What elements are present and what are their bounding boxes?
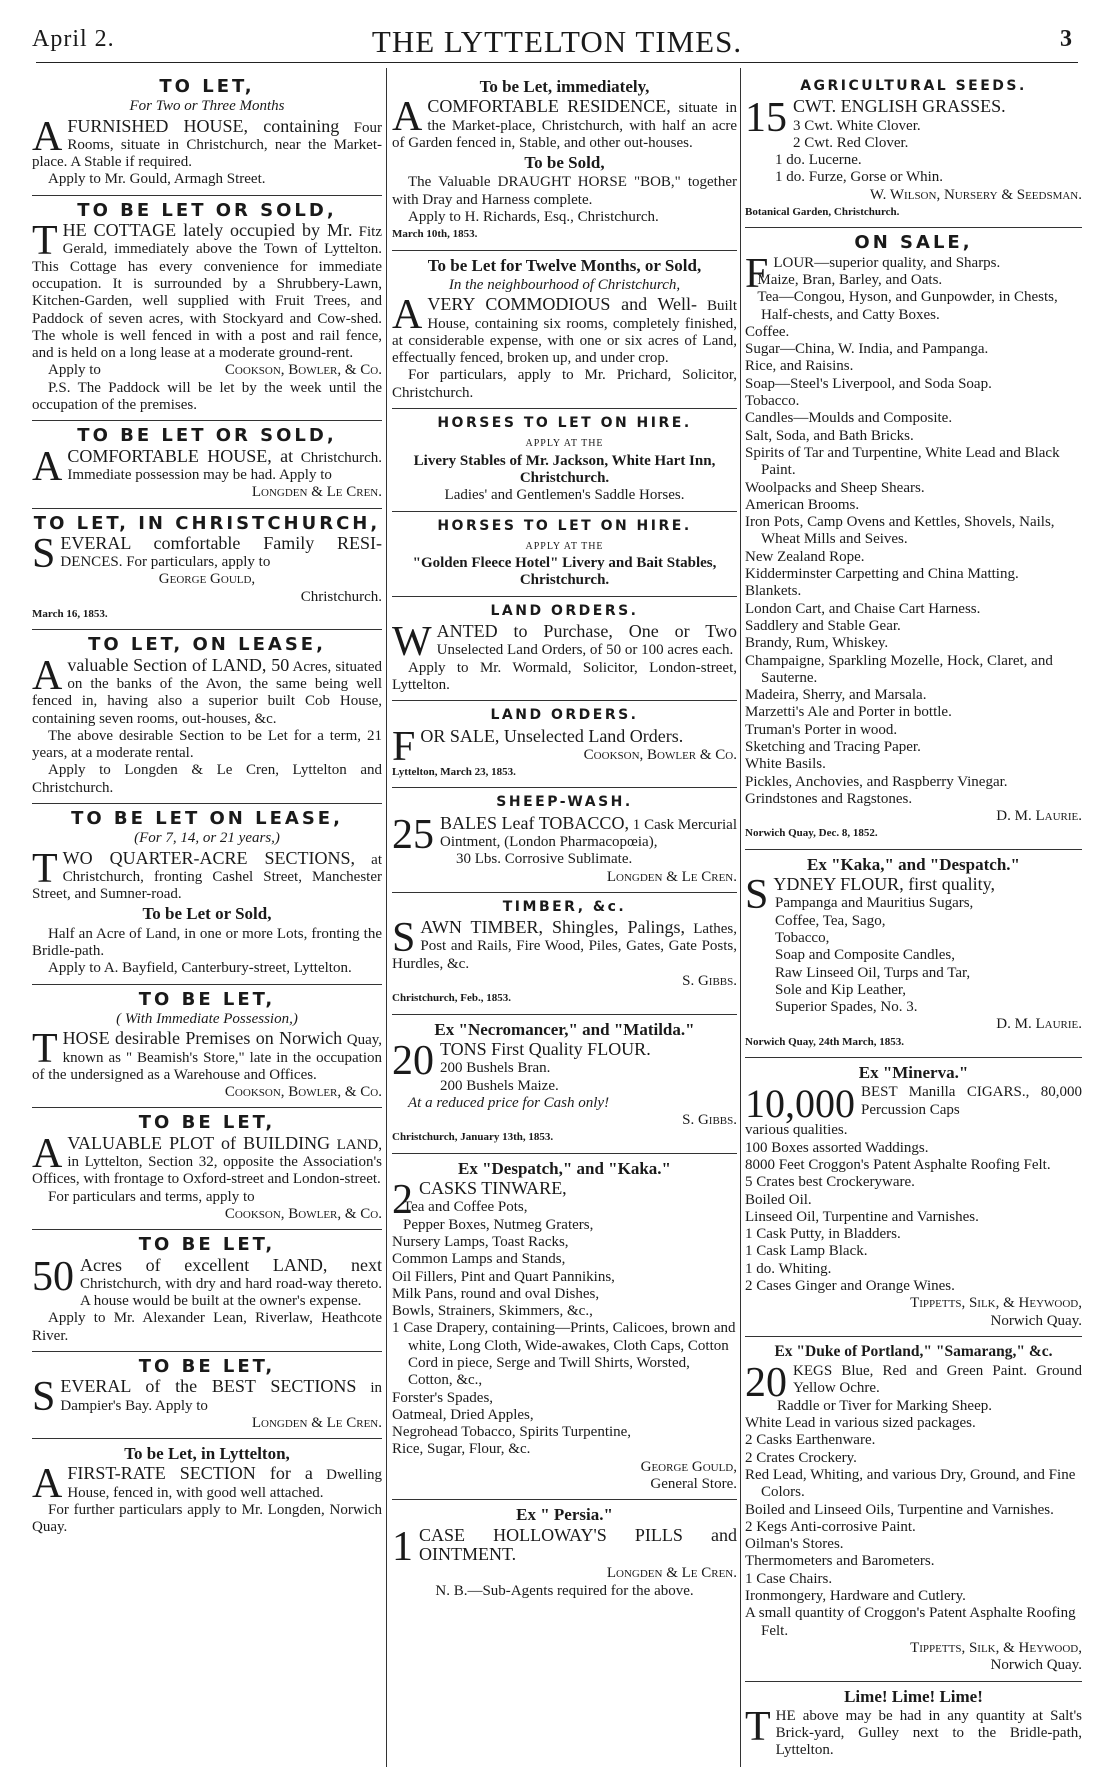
advert-line: Negrohead Tobacco, Spirits Turpentine,: [392, 1424, 632, 1441]
advert-lead: COMFORTABLE RESIDENCE,: [427, 96, 671, 117]
advert-date: March 10th, 1853.: [392, 228, 478, 241]
advert-heading: Ex "Necromancer," and "Matilda.": [434, 1019, 695, 1039]
advert-line: 200 Bushels Bran.: [440, 1060, 551, 1077]
masthead: [0, 0, 1114, 64]
advert: [392, 701, 737, 788]
advert-subheading: APPLY AT THE: [525, 438, 604, 450]
advert-lead: COMFORTABLE HOUSE, at: [67, 445, 294, 466]
advert-body: Half an Acre of Land, in one or more Lots, fronting the Bridle-path.: [32, 925, 382, 960]
advert-body: at Christchurch, fronting Cashel Street, Manchester Street, and Sumner-road.: [32, 851, 382, 903]
advert-line: White Lead in various sized packages.: [745, 1415, 976, 1432]
drop-numeral: 20: [745, 1360, 787, 1407]
advert: [392, 597, 737, 701]
advert-lead: CASE HOLLOWAY'S PILLS and OINTMENT.: [419, 1524, 737, 1564]
drop-cap: T: [32, 218, 58, 265]
advert-heading: TO BE LET OR SOLD,: [77, 199, 337, 221]
advert-body: in Dampier's Bay. Apply to: [60, 1380, 383, 1414]
advert-body: Unselected Land Orders, of 50 or 100 acres each.: [436, 642, 734, 659]
advert-agent: W. Wilson, Nursery & Seedsman.: [869, 186, 1082, 203]
advert-line: 2 Cwt. Red Clover.: [793, 134, 909, 151]
advert-heading: To be Let, immediately,: [479, 77, 650, 96]
advert-heading: TO BE LET ON LEASE,: [71, 807, 343, 829]
advert: [745, 228, 1082, 849]
advert-lead: CASKS TINWARE,: [419, 1178, 567, 1199]
drop-cap: T: [32, 845, 58, 892]
drop-cap: A: [32, 443, 63, 490]
advert-apply: For particulars and terms, apply to: [48, 1188, 255, 1205]
advert-body: The Valuable DRAUGHT HORSE "BOB," together with Dray and Harness complete.: [392, 174, 737, 208]
drop-cap: S: [392, 915, 416, 962]
advert-lead: ANTED to Purchase, One or Two: [436, 621, 737, 642]
advert-line: 1 do. Furze, Gorse or Whin.: [775, 169, 944, 186]
advert-heading: Ex "Duke of Portland," "Samarang," &c.: [774, 1342, 1053, 1360]
advert-line: Saddlery and Stable Gear.: [745, 617, 901, 634]
drop-numeral: 50: [32, 1253, 74, 1300]
advert-line: 100 Boxes assorted Waddings.: [745, 1139, 929, 1156]
advert-lead: AWN TIMBER, Shingles, Palings,: [420, 917, 686, 938]
advert-subheading: In the neighbourhood of Christchurch,: [448, 276, 681, 293]
advert-heading: TO BE LET,: [138, 1356, 276, 1377]
advert-date: Christchurch, January 13th, 1853.: [392, 1131, 554, 1144]
advert-line: Grindstones and Ragstones.: [745, 790, 913, 807]
advert-line: 2 Cases Ginger and Orange Wines.: [745, 1278, 955, 1294]
advert-body: DENCES. For particulars, apply to: [60, 554, 271, 571]
drop-numeral: 25: [392, 811, 434, 858]
masthead-rule: [36, 62, 1078, 63]
advert-agent: Longden & Le Cren.: [251, 484, 382, 501]
advert-body: Livery Stables of Mr. Jackson, White Hart Inn, Christchurch.: [413, 452, 716, 486]
advert-line: Raddle or Tiver for Marking Sheep.: [777, 1397, 992, 1414]
advert-lead: WO QUARTER-ACRE SECTIONS,: [62, 847, 355, 868]
advert-lead: BEST Manilla CIGARS.,: [861, 1084, 1030, 1101]
advert-line: Tobacco,: [775, 929, 830, 946]
advert-line: Common Lamps and Stands,: [392, 1251, 566, 1268]
advert-line: Champaigne, Sparkling Mozelle, Hock, Claret, and Sauterne.: [745, 652, 1053, 686]
advert-apply: Apply to A. Bayfield, Canterbury-street, Lyttelton.: [48, 960, 352, 977]
advert: [745, 72, 1082, 228]
advert-subheading: ( With Immediate Possession,): [116, 1010, 298, 1027]
advert-line: Bowls, Strainers, Skimmers, &c.,: [392, 1303, 593, 1320]
advert-line: Thermometers and Barometers.: [745, 1553, 935, 1570]
advert-line: American Brooms.: [745, 496, 860, 513]
drop-cap: F: [745, 250, 769, 297]
advert: [32, 1439, 382, 1542]
advert-lead: YDNEY FLOUR, first quality,: [773, 874, 996, 895]
advert-line: Sole and Kip Leather,: [775, 981, 907, 998]
drop-numeral: 10,000: [745, 1081, 855, 1127]
advert-apply: Apply to Mr. Wormald, Solicitor, London-street, Lyttelton.: [392, 659, 737, 693]
drop-cap: S: [745, 872, 769, 919]
advert-body: 80,000 Percussion Caps: [861, 1084, 1082, 1118]
advert: [392, 72, 737, 251]
drop-cap: S: [32, 530, 56, 577]
advert-body: at Salt's Brick-yard, Gulley next to the Bridle-path, Lyttelton.: [775, 1707, 1082, 1759]
advert-heading: To be Sold,: [524, 153, 605, 173]
advert-heading: TO BE LET OR SOLD,: [77, 425, 337, 447]
advert-agent: D. M. Laurie.: [996, 1016, 1082, 1033]
advert-note: N. B.—Sub-Agents required for the above.: [435, 1582, 694, 1599]
advert-line: Ironmongery, Hardware and Cutlery.: [745, 1588, 966, 1605]
advert-line: A small quantity of Croggon's Patent Asphalte Roofing Felt.: [745, 1605, 1076, 1639]
advert-lead: FURNISHED HOUSE, containing: [67, 115, 340, 136]
advert-heading: Ex "Kaka," and "Despatch.": [807, 854, 1020, 874]
advert-note: At a reduced price for Cash only!: [408, 1094, 610, 1111]
advert: [32, 1230, 382, 1352]
advert-line: Marzetti's Ale and Porter in bottle.: [745, 704, 952, 721]
advert-heading: Ex "Minerva.": [858, 1063, 969, 1083]
advert-line: 1 Cask Putty, in Bladders.: [745, 1226, 901, 1243]
advert-postscript: P.S. The Paddock will be let by the week until the occupation of the premises.: [32, 379, 382, 414]
advert-body: 1 Cask Mercurial Ointment, (London Pharmacopœia),: [440, 816, 738, 850]
advert-line: Linseed Oil, Turpentine and Varnishes.: [745, 1208, 979, 1225]
column-divider: [386, 68, 387, 1767]
advert-heading: Ex " Persia.": [516, 1505, 613, 1525]
advert-line: 2 Casks Earthenware.: [745, 1432, 876, 1449]
column-1: [32, 72, 382, 1543]
drop-cap: T: [32, 1026, 58, 1073]
advert-line: London Cart, and Chaise Cart Harness.: [745, 600, 981, 617]
drop-cap: A: [32, 652, 63, 699]
advert-line: Salt, Soda, and Bath Bricks.: [745, 427, 914, 444]
advert-heading: ON SALE,: [854, 232, 973, 254]
advert-lead: LOUR—superior quality, and Sharps.: [773, 254, 1001, 271]
advert-line: Coffee.: [745, 323, 790, 340]
column-2: [392, 72, 737, 1606]
advert-subheading: APPLY AT THE: [525, 540, 604, 552]
advert-agent: D. M. Laurie.: [996, 808, 1082, 825]
drop-numeral: 1: [392, 1523, 413, 1570]
advert-body: Christchurch, with dry and hard road-way thereto. A house would be built at the owner's expense.: [80, 1275, 382, 1310]
advert-date: March 16, 1853.: [32, 608, 108, 621]
advert-lead: OR SALE, Unselected Land Orders.: [420, 725, 684, 746]
advert-line: New Zealand Rope.: [745, 548, 865, 565]
advert-line: Milk Pans, round and oval Dishes,: [392, 1285, 600, 1302]
advert-date: Norwich Quay, 24th March, 1853.: [745, 1035, 904, 1048]
advert-lead: EVERAL of the BEST SECTIONS: [60, 1376, 357, 1397]
advert: [32, 196, 382, 422]
advert-line: Coffee, Tea, Sago,: [775, 912, 886, 929]
advert-body: Built House, containing six rooms, completely finished, at considerable expense, with one or six acres of Land, effectually fenced, broken up, and under crop.: [392, 298, 737, 367]
advert-heading: LAND ORDERS.: [490, 707, 639, 724]
advert-body: Lathes, Post and Rails, Fire Wood, Piles, Gates, Gate Posts, Hurdles, &c.: [392, 921, 737, 972]
advert-line: Oilman's Stores.: [745, 1536, 844, 1553]
advert-lead: TONS First Quality FLOUR.: [440, 1038, 651, 1059]
advert-lead: HOSE desirable Premises on Norwich: [62, 1028, 343, 1049]
advert-agent: Cookson, Bowler, & Co.: [224, 1084, 382, 1101]
advert-apply: For particulars, apply to Mr. Prichard, Solicitor, Christchurch.: [392, 367, 737, 401]
advert: [392, 1154, 737, 1501]
advert-date: Christchurch, Feb., 1853.: [392, 992, 511, 1005]
advert-lead: VERY COMMODIOUS and Well-: [427, 294, 698, 315]
advert-body: Dwelling House, fenced in, with good well attached.: [67, 1467, 382, 1501]
advert-line: Iron Pots, Camp Ovens and Kettles, Shovels, Nails, Wheat Mills and Seives.: [745, 514, 1055, 548]
advert: [32, 72, 382, 196]
advert-body: Four Rooms, situate in Christchurch, near the Market-place. A Stable if required.: [32, 119, 382, 171]
advert: [392, 409, 737, 511]
drop-cap: S: [32, 1374, 56, 1421]
advert: [32, 804, 382, 985]
advert-heading: To be Let or Sold,: [142, 904, 272, 924]
advert: [392, 251, 737, 409]
advert-line: 2 Kegs Anti-corrosive Paint.: [745, 1518, 916, 1535]
advert-body: The above desirable Section to be Let for a term, 21 years, at a moderate rental.: [32, 727, 382, 762]
advert: [32, 1352, 382, 1439]
advert-line: Madeira, Sherry, and Marsala.: [745, 687, 927, 704]
advert-heading: TO BE LET,: [138, 988, 276, 1010]
advert-line: Tea—Congou, Hyson, and Gunpowder, in Chests, Half-chests, and Catty Boxes.: [757, 289, 1058, 323]
drop-cap: A: [392, 292, 423, 339]
advert-lead: Acres of excellent LAND, next: [80, 1254, 382, 1275]
advert-line: 2 Crates Crockery.: [745, 1449, 857, 1466]
advert-body: situate in the Market-place, Christchurch, with half an acre of Garden fenced in, Stable, and other out-houses.: [392, 100, 737, 151]
advert-line: Sugar—China, W. India, and Pampanga.: [745, 341, 989, 358]
advert-line: Brandy, Rum, Whiskey.: [745, 635, 889, 652]
advert-agent: George Gould,: [640, 1458, 737, 1475]
drop-cap: F: [392, 723, 416, 770]
advert-place: Norwich Quay.: [990, 1312, 1082, 1329]
advert-place: Norwich Quay.: [990, 1657, 1082, 1674]
advert-line: 1 Cask Lamp Black.: [745, 1243, 868, 1260]
advert: [745, 1682, 1082, 1766]
advert-line: Truman's Porter in wood.: [745, 721, 898, 738]
advert-heading: TO LET,: [159, 76, 255, 97]
advert-heading: To be Let for Twelve Months, or Sold,: [427, 255, 702, 275]
advert-date: Norwich Quay, Dec. 8, 1852.: [745, 827, 878, 840]
advert-apply: Apply to H. Richards, Esq., Christchurch.: [408, 209, 659, 226]
drop-cap: W: [392, 619, 432, 666]
advert-line: Rice, Sugar, Flour, &c.: [392, 1441, 531, 1458]
advert-lead: valuable Section of LAND, 50: [67, 654, 290, 675]
advert: [32, 630, 382, 804]
advert-apply: Apply to Mr. Alexander Lean, Riverlaw, Heathcote River.: [32, 1310, 382, 1344]
advert-body: 30 Lbs. Corrosive Sublimate.: [456, 851, 633, 868]
advert: [392, 1500, 737, 1605]
advert-line: Soap and Composite Candles,: [775, 947, 955, 964]
advert-agent: S. Gibbs.: [682, 973, 737, 990]
advert-line: Red Lead, Whiting, and various Dry, Ground, and Fine Colors.: [745, 1466, 1076, 1501]
advert-line: Superior Spades, No. 3.: [775, 999, 918, 1016]
advert-agent: Longden & Le Cren.: [606, 1565, 737, 1582]
advert-heading: Lime! Lime! Lime!: [844, 1686, 983, 1706]
advert-line: various qualities.: [745, 1122, 848, 1139]
advert-agent: Cookson, Bowler, & Co.: [224, 362, 382, 379]
advert-agent: Cookson, Bowler & Co.: [583, 746, 737, 763]
advert-line: Soap—Steel's Liverpool, and Soda Soap.: [745, 375, 992, 392]
advert-heading: Ex "Despatch," and "Kaka.": [458, 1158, 671, 1178]
advert-apply: Apply to Mr. Gould, Armagh Street.: [48, 171, 266, 188]
advert-line: 1 Case Chairs.: [745, 1570, 833, 1587]
advert-place: General Store.: [650, 1476, 737, 1493]
advert-lead: EVERAL comfortable Family RESI-: [60, 532, 382, 553]
advert-lead: FIRST-RATE SECTION for a: [67, 1463, 313, 1484]
page-number: 3: [1060, 26, 1072, 52]
advert-line: 200 Bushels Maize.: [440, 1077, 559, 1094]
advert-body: LAND, in Lyttelton, Section 32, opposite the Association's Offices, with frontage to Oxford-street and London-street.: [32, 1136, 383, 1188]
advert-heading: TO LET, IN CHRISTCHURCH,: [33, 512, 381, 534]
advert-date: Lyttelton, March 23, 1853.: [392, 766, 516, 779]
advert-line: Sketching and Tracing Paper.: [745, 738, 921, 755]
advert-apply: Apply to Longden & Le Cren, Lyttelton and Christchurch.: [32, 762, 382, 796]
advert-line: 1 do. Lucerne.: [775, 152, 862, 169]
column-3: [745, 72, 1082, 1766]
advert-subheading: (For 7, 14, or 21 years,): [134, 830, 280, 847]
advert-apply: For further particulars apply to Mr. Longden, Norwich Quay.: [32, 1502, 382, 1536]
advert: [392, 1015, 737, 1154]
advert-heading: AGRICULTURAL SEEDS.: [800, 78, 1027, 94]
newspaper-title: THE LYTTELTON TIMES.: [371, 24, 743, 59]
advert-body: Fitz Gerald, immediately above the Town of Lyttelton. This Cottage has every convenience for immediate occupation. It is surrounded by a Shrubbery-Lawn, Kitchen-Garden, well supplied with Fruit Trees, and Paddock of seven acres, with Stockyard and Cow-shed. The whole is well fenced in with a post and rail fence, and is held on a long lease at a moderate ground-rent.: [32, 224, 383, 362]
drop-cap: A: [32, 113, 63, 160]
drop-numeral: 20: [392, 1037, 434, 1084]
column-divider: [740, 68, 741, 1767]
advert-heading: To be Let, in Lyttelton,: [124, 1444, 290, 1464]
advert: [32, 509, 382, 631]
advert-heading: TIMBER, &c.: [502, 898, 627, 915]
advert: [392, 893, 737, 1015]
advert-agent: Longden & Le Cren.: [606, 868, 737, 885]
drop-cap: A: [392, 94, 423, 141]
advert-heading: TO LET, ON LEASE,: [88, 634, 326, 656]
advert-line: Forster's Spades,: [392, 1389, 494, 1406]
advert-agent: Tippetts, Silk, & Heywood,: [910, 1295, 1082, 1312]
advert-body: Ladies' and Gentlemen's Saddle Horses.: [444, 487, 685, 504]
advert-lead: HE COTTAGE lately occupied by Mr.: [62, 220, 353, 241]
advert-line: Tobacco.: [745, 393, 800, 410]
advert: [32, 1108, 382, 1230]
advert-agent: Cookson, Bowler, & Co.: [224, 1205, 382, 1222]
advert-line: 1 do. Whiting.: [745, 1260, 832, 1277]
advert-line: Oil Fillers, Pint and Quart Pannikins,: [392, 1268, 615, 1285]
advert: [392, 512, 737, 597]
advert-apply: Apply to: [48, 362, 101, 379]
advert-line: 5 Crates best Crockeryware.: [745, 1174, 915, 1191]
drop-numeral: 15: [745, 95, 787, 142]
advert-lead: HE above may be had in any quantity: [775, 1707, 1026, 1724]
issue-date: April 2.: [32, 26, 115, 52]
advert-body: Acres, situated on the banks of the Avon, the same being well fenced in, having also a superior built Cob House, containing seven rooms, out-houses, &c.: [32, 658, 382, 727]
advert-line: Woolpacks and Sheep Shears.: [745, 479, 925, 496]
advert-heading: LAND ORDERS.: [490, 602, 639, 619]
advert-heading: HORSES TO LET ON HIRE.: [437, 415, 692, 432]
advert: [32, 985, 382, 1109]
advert-line: White Basils.: [745, 756, 826, 773]
advert-agent: Tippetts, Silk, & Heywood,: [910, 1639, 1082, 1656]
advert-lead: CWT. ENGLISH GRASSES.: [793, 96, 1006, 117]
advert-line: 8000 Feet Croggon's Patent Asphalte Roofing Felt.: [745, 1156, 1051, 1173]
drop-cap: T: [745, 1703, 771, 1750]
advert: [32, 421, 382, 508]
advert-line: Candles—Moulds and Composite.: [745, 410, 953, 427]
advert-line: Spirits of Tar and Turpentine, White Lead and Black Paint.: [745, 444, 1060, 479]
advert-subheading: For Two or Three Months: [129, 98, 285, 115]
advert-agent: George Gould,: [158, 571, 256, 588]
advert-body: "Golden Fleece Hotel" Livery and Bait Stables, Christchurch.: [412, 555, 717, 589]
advert-lead: KEGS Blue, Red and Green Paint.: [793, 1363, 1028, 1380]
advert-heading: TO BE LET,: [138, 1234, 276, 1256]
advert-line: Oatmeal, Dried Apples,: [392, 1406, 534, 1423]
advert: [745, 850, 1082, 1058]
advert-line: Maize, Bran, Barley, and Oats.: [757, 271, 943, 288]
advert-body: Christchurch. Immediate possession may be had. Apply to: [67, 449, 382, 483]
advert-body: Quay, known as " Beamish's Store," late in the occupation of the undersigned as a Warehouse and Offices.: [32, 1032, 383, 1083]
drop-numeral: 2: [392, 1177, 413, 1224]
advert-heading: TO BE LET,: [138, 1112, 276, 1134]
advert-line: Boiled and Linseed Oils, Turpentine and Varnishes.: [745, 1501, 1054, 1518]
advert-line: Blankets.: [745, 583, 802, 600]
drop-cap: A: [32, 1130, 63, 1177]
advert-line: 1 Case Drapery, containing—Prints, Calicoes, brown and white, Long Cloth, Wide-awakes, Cloth Caps, Cotton Cord in piece, Serge and Twill Shirts, Worsted, Cotton, &c.,: [392, 1320, 736, 1389]
advert-body: Ground Yellow Ochre.: [793, 1363, 1082, 1397]
advert-heading: SHEEP-WASH.: [496, 794, 633, 811]
advert-line: Tea and Coffee Pots,: [403, 1199, 528, 1216]
advert-line: Kidderminster Carpetting and China Matting.: [745, 566, 1019, 583]
advert: [745, 1337, 1082, 1682]
advert-place: Christchurch.: [300, 588, 382, 605]
advert-line: Rice, and Raisins.: [745, 358, 854, 375]
advert-heading: HORSES TO LET ON HIRE.: [437, 517, 692, 534]
advert-line: Pickles, Anchovies, and Raspberry Vinegar.: [745, 773, 1008, 790]
advert-line: Boiled Oil.: [745, 1191, 812, 1208]
advert-lead: BALES Leaf TOBACCO,: [440, 812, 629, 833]
advert-lead: VALUABLE PLOT of BUILDING: [67, 1132, 331, 1153]
advert-line: Raw Linseed Oil, Turps and Tar,: [775, 964, 971, 981]
advert: [392, 788, 737, 892]
advert-date: Botanical Garden, Christchurch.: [745, 206, 900, 219]
advert-agent: Longden & Le Cren.: [251, 1414, 382, 1431]
advert-agent: S. Gibbs.: [682, 1112, 737, 1129]
advert-line: Nursery Lamps, Toast Racks,: [392, 1233, 569, 1250]
advert: [745, 1058, 1082, 1337]
drop-cap: A: [32, 1461, 63, 1508]
advert-line: Pepper Boxes, Nutmeg Graters,: [403, 1216, 594, 1233]
advert-line: Pampanga and Mauritius Sugars,: [775, 895, 974, 912]
advert-line: 3 Cwt. White Clover.: [793, 117, 921, 134]
